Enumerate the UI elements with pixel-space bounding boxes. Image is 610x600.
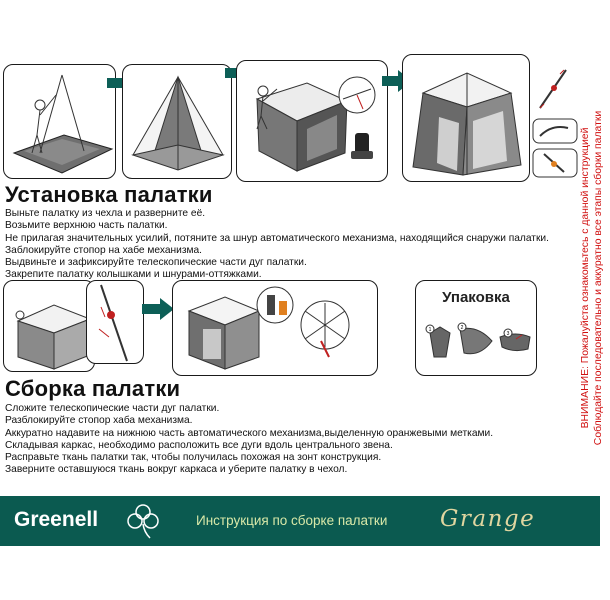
assembly-step-3: Аккуратно надавите на нижнюю часть автоматического механизма,выделенную оранжевыми метками. (5, 427, 494, 439)
grange-logo: Grange (440, 506, 536, 532)
assembly-heading: Сборка палатки (5, 376, 181, 401)
fold-frame-illustration (173, 281, 379, 377)
install-step-2-panel (122, 64, 232, 179)
install-step-6: Закрепите палатку колышками и шнурами-оттяжками. (5, 269, 262, 281)
stake-diagram (532, 148, 578, 178)
assembly-step-2-panel (86, 280, 144, 364)
pole-collapse-illustration (87, 281, 145, 365)
install-step-1-panel (3, 64, 116, 179)
install-step-1: Выньте палатку из чехла и разверните её. (5, 208, 206, 219)
packing-panel (415, 280, 537, 376)
assembly-steps-list (5, 403, 565, 477)
pack-num-1: 1 (428, 327, 432, 333)
assembly-step-3-panel (172, 280, 378, 376)
packing-title: Упаковка (442, 289, 510, 306)
greenell-logo-text: Greenell (14, 508, 99, 531)
assembly-step-5: Расправьте ткань палатки так, чтобы получилась похожая на зонт конструкция. (5, 452, 382, 464)
raise-tent-illustration (123, 65, 233, 180)
install-step-2: Возьмите верхнюю часть палатки. (5, 220, 168, 232)
assembled-tent-illustration (403, 55, 531, 183)
install-step-3-panel (236, 60, 388, 182)
warning-line-2: Соблюдайте последовательно и аккуратно все этапы сборки палатки (592, 110, 604, 446)
assembly-step-1-panel (3, 280, 95, 372)
footer-title: Инструкция по сборке палатки (196, 513, 388, 528)
assembly-step-1: Сложите телескопические части дуг палатки. (5, 403, 220, 414)
install-step-3: Не прилагая значительных усилий, потяните за шнур автоматического механизма, находящийся снаружи палатки. (5, 232, 549, 244)
warning-vertical-text (580, 68, 610, 488)
step-arrow-4 (142, 298, 174, 320)
collapsed-tent-illustration (4, 281, 96, 373)
assembly-step-4: Складывая каркас, необходимо расположить все дуги вдоль центрального звена. (5, 439, 393, 451)
install-step-4-panel (402, 54, 530, 182)
assembly-step-2: Разблокируйте стопор хаба механизма. (5, 415, 193, 427)
greenell-logo (14, 508, 98, 532)
pole-lock-diagram (532, 118, 578, 144)
pack-num-3: 3 (506, 331, 510, 337)
clover-icon (126, 502, 160, 540)
install-steps-list (5, 208, 565, 282)
warning-line-1: ВНИМАНИЕ: Пожалуйста ознакомьтесь с данной инструкцией (580, 127, 591, 429)
assembly-step-6: Заверните оставшуюся ткань вокруг каркаса и уберите палатку в чехол. (5, 464, 348, 476)
pole-extension-diagram (530, 66, 576, 112)
pack-num-2: 2 (460, 325, 464, 331)
install-heading: Установка палатки (5, 182, 213, 207)
install-step-4: Заблокируйте стопор на хабе механизма. (5, 244, 203, 256)
unfold-tent-illustration (4, 65, 117, 180)
pull-cord-illustration (237, 61, 389, 183)
install-step-5: Выдвиньте и зафиксируйте телескопические части дуг палатки. (5, 257, 307, 269)
footer-bar (0, 496, 600, 546)
